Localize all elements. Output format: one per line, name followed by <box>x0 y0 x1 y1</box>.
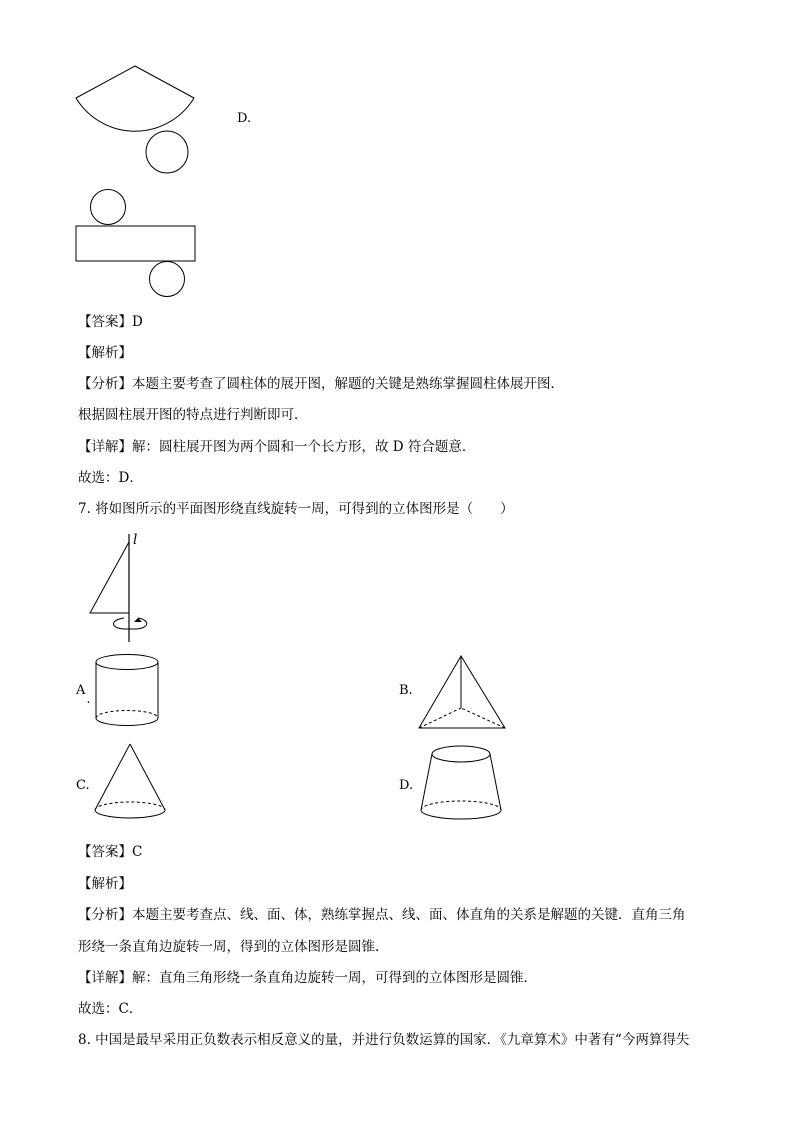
triangle-rotation-axis-figure <box>84 530 154 650</box>
q7-analysis-line1: 【分析】本题主要考查点、线、面、体，熟练掌握点、线、面、体直角的关系是解题的关键．直角三角 <box>78 907 686 923</box>
q6-detail: 【详解】解：圆柱展开图为两个圆和一个长方形，故 D 符合题意． <box>78 439 476 455</box>
q6-analysis-heading: 【解析】 <box>78 345 132 361</box>
q7-analysis-line2: 形绕一条直角边旋转一周，得到的立体图形是圆锥． <box>78 939 389 955</box>
cylinder-net-figure <box>70 186 200 302</box>
option-a-label <box>76 683 91 707</box>
option-d-label: D. <box>399 778 414 793</box>
q6-analysis: 【分析】本题主要考查了圆柱体的展开图，解题的关键是熟练掌握圆柱体展开图． <box>78 376 564 392</box>
q8-stem: 8. 中国是最早采用正负数表示相反意义的量，并进行负数运算的国家．《九章算术》中著有“今两算得失 <box>78 1032 690 1048</box>
q7-stem: 7. 将如图所示的平面图形绕直线旋转一周，可得到的立体图形是（ ） <box>78 501 514 517</box>
q6-choice: 故选：D． <box>78 470 143 486</box>
frustum-figure <box>418 742 508 828</box>
option-a-letter: A <box>76 683 86 698</box>
cylinder-figure <box>94 652 164 732</box>
option-d-label-top: D. <box>237 111 252 126</box>
q7-detail: 【详解】解：直角三角形绕一条直角边旋转一周，可得到的立体图形是圆锥． <box>78 970 537 986</box>
axis-label: l <box>133 532 138 548</box>
option-c-label: C. <box>76 778 90 793</box>
q6-method: 根据圆柱展开图的特点进行判断即可． <box>78 407 308 423</box>
option-b-label: B. <box>399 683 413 698</box>
q6-answer: 【答案】D <box>78 314 143 330</box>
q7-analysis-heading: 【解析】 <box>78 876 132 892</box>
cone-figure <box>92 740 172 830</box>
sector-circle-net-figure <box>70 60 200 175</box>
option-a-dot: . <box>86 692 91 707</box>
q7-answer: 【答案】C <box>78 844 143 860</box>
pyramid-figure <box>416 652 508 732</box>
q7-choice: 故选：C． <box>78 1001 143 1017</box>
